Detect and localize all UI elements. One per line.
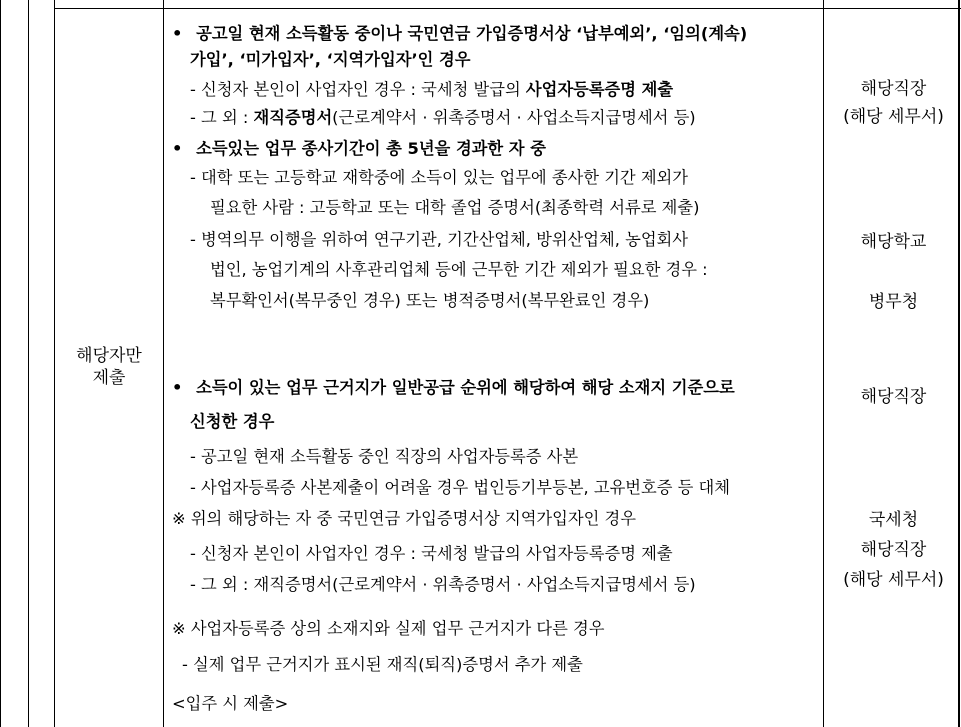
right-cell-1 xyxy=(828,75,959,131)
s1-item2-bold: 재직증명서 xyxy=(253,108,333,127)
s3-note2: ※ 사업자등록증 상의 소재지와 실제 업무 근거지가 다른 경우 xyxy=(172,619,605,638)
s1-item1-bold: 사업자등록증명 제출 xyxy=(525,80,674,99)
right-cell-2: 해당학교 xyxy=(860,232,927,252)
s2-item2-line3: 복무확인서(복무중인 경우) 또는 병적증명서(복무완료인 경우) xyxy=(210,291,650,310)
s1-item1-text: - 신청자 본인이 사업자인 경우 : 국세청 발급의 xyxy=(190,80,526,99)
s1-item2-text: - 그 외 : xyxy=(190,108,254,127)
right-cell-5-line3: (해당 세무서) xyxy=(843,570,944,590)
s3-note-item2: - 그 외 : 재직증명서(근로계약서 · 위촉증명서 · 사업소득지급명세서 등) xyxy=(190,575,696,594)
s2-item1-line2: 필요한 사람 : 고등학교 또는 대학 졸업 증명서(최종학력 서류로 제출) xyxy=(210,198,700,217)
s3-note: ※ 위의 해당하는 자 중 국민연금 가입증명서상 지역가입자인 경우 xyxy=(172,509,636,528)
right-cell-4: 해당직장 xyxy=(860,387,927,407)
s2-title xyxy=(172,135,546,159)
right-cell-1-line1: 해당직장 xyxy=(860,79,927,99)
s2-title-text: 소득있는 업무 종사기간이 총 5년을 경과한 자 중 xyxy=(196,139,546,158)
s1-title-line1 xyxy=(172,20,747,44)
s1-title-text1: 공고일 현재 소득활동 중이나 국민연금 가입증명서상 ‘납부예외’, ‘임의(계속) xyxy=(196,24,748,43)
right-cell-5-line1: 국세청 xyxy=(868,510,919,530)
right-cell-3: 병무청 xyxy=(868,292,919,312)
s3-item2: - 사업자등록증 사본제출이 어려울 경우 법인등기부등본, 고유번호증 등 대체 xyxy=(190,478,731,497)
s2-item1-line1: - 대학 또는 고등학교 재학중에 소득이 있는 업무에 종사한 기간 제외가 xyxy=(190,168,689,187)
s1-title-line2: 가입’, ‘미가입자’, ‘지역가입자’인 경우 xyxy=(190,50,471,69)
s3-item1: - 공고일 현재 소득활동 중인 직장의 사업자등록증 사본 xyxy=(190,447,579,466)
s3-title-line2: 신청한 경우 xyxy=(190,412,275,431)
s1-item2-suffix: (근로계약서 · 위촉증명서 · 사업소득지급명세서 등) xyxy=(332,108,696,127)
s1-item2 xyxy=(190,104,696,128)
bullet: • xyxy=(172,378,183,397)
table-border-outer xyxy=(28,0,29,727)
left-cell xyxy=(55,345,163,389)
s3-note2-item1: - 실제 업무 근거지가 표시된 재직(퇴직)증명서 추가 제출 xyxy=(182,655,583,674)
bullet: • xyxy=(172,24,183,43)
s3-footer: <입주 시 제출> xyxy=(172,694,289,713)
left-cell-line2: 제출 xyxy=(92,368,126,388)
s1-item1 xyxy=(190,76,673,100)
table-column-divider-1 xyxy=(163,0,164,727)
s3-note-item1: - 신청자 본인이 사업자인 경우 : 국세청 발급의 사업자등록증명 제출 xyxy=(190,544,673,563)
table-top-border xyxy=(55,8,961,9)
s3-title-text1: 소득이 있는 업무 근거지가 일반공급 순위에 해당하여 해당 소재지 기준으로 xyxy=(196,378,735,397)
s2-item2-line1: - 병역의무 이행을 위하여 연구기관, 기간산업체, 방위산업체, 농업회사 xyxy=(190,230,689,249)
table-column-divider-2 xyxy=(823,0,824,727)
right-cell-5 xyxy=(828,505,959,595)
left-cell-line1: 해당자만 xyxy=(76,346,142,366)
right-cell-5-line2: 해당직장 xyxy=(860,540,927,560)
table-border-left xyxy=(0,0,1,727)
s2-item2-line2: 법인, 농업기계의 사후관리업체 등에 근무한 기간 제외가 필요한 경우 : xyxy=(210,260,708,279)
bullet: • xyxy=(172,139,183,158)
right-cell-1-line2: (해당 세무서) xyxy=(843,107,944,127)
s3-title-line1 xyxy=(172,374,735,398)
